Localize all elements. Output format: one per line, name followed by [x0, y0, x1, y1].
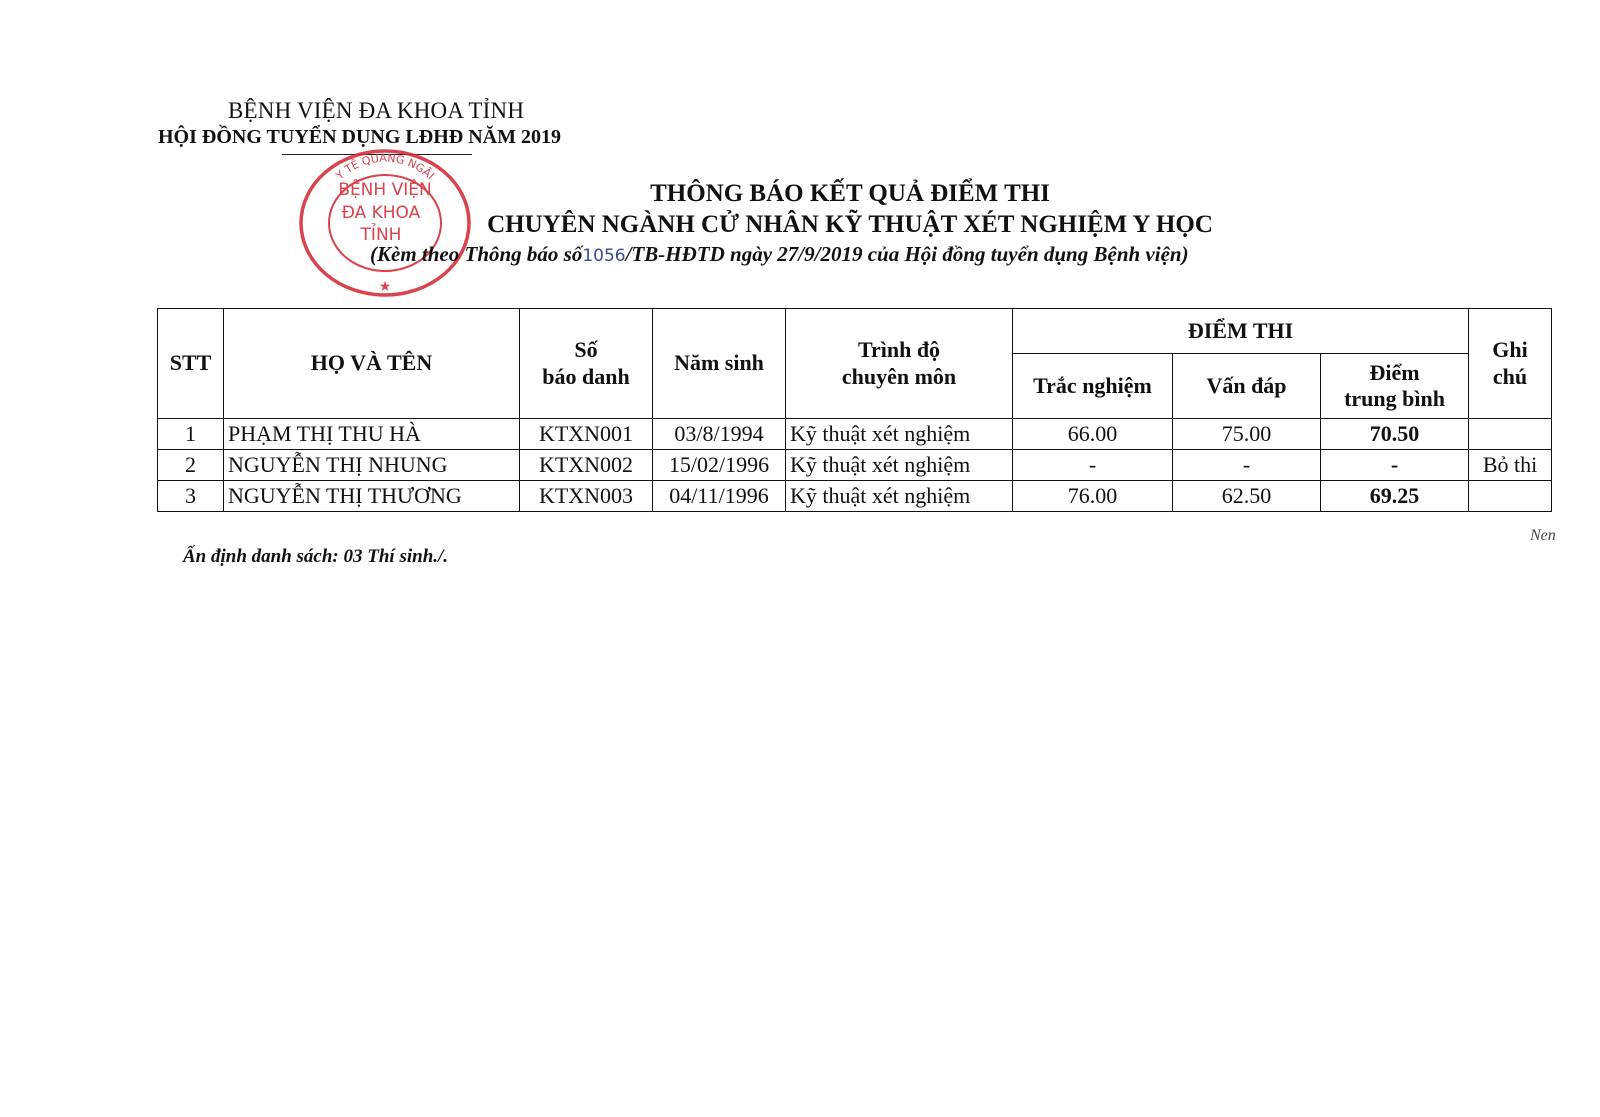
- cell-level: Kỹ thuật xét nghiệm: [786, 419, 1013, 450]
- cell-mcq: -: [1013, 450, 1173, 481]
- cell-oral: -: [1173, 450, 1321, 481]
- avg-header-line2: trung bình: [1344, 386, 1445, 411]
- cell-level: Kỹ thuật xét nghiệm: [786, 450, 1013, 481]
- stamp-star-icon: ★: [378, 280, 392, 295]
- cell-average: 70.50: [1321, 419, 1469, 450]
- col-header-stt: STT: [158, 309, 224, 419]
- stamp-line-1: BỆNH VIỆN: [338, 180, 432, 200]
- svg-text:Y TẾ QUẢNG NGÃI: [333, 151, 437, 183]
- cell-sbd: KTXN001: [520, 419, 653, 450]
- table-row: [158, 481, 1552, 512]
- table-row: [158, 450, 1552, 481]
- table-row: [158, 419, 1552, 450]
- council-name: HỘI ĐỒNG TUYỂN DỤNG LĐHĐ NĂM 2019: [158, 126, 561, 148]
- cell-level: Kỹ thuật xét nghiệm: [786, 481, 1013, 512]
- handwritten-initials: Nen: [1530, 527, 1556, 544]
- notice-major: CHUYÊN NGÀNH CỬ NHÂN KỸ THUẬT XÉT NGHIỆM Y HỌC: [487, 211, 1213, 238]
- reference-prefix: (Kèm theo Thông báo số: [370, 242, 583, 266]
- stamp-line-2: ĐA KHOA: [341, 203, 421, 223]
- cell-name: PHẠM THỊ THU HÀ: [224, 419, 520, 450]
- col-header-average: [1321, 354, 1469, 419]
- cell-dob: 03/8/1994: [653, 419, 786, 450]
- level-header-line1: Trình độ: [857, 337, 941, 363]
- sbd-header-line2: báo danh: [542, 363, 630, 389]
- stamp-line-3: TỈNH: [360, 225, 402, 245]
- col-header-oral: Vấn đáp: [1173, 354, 1321, 419]
- org-name: BỆNH VIỆN ĐA KHOA TỈNH: [228, 98, 525, 123]
- reference-suffix: /TB-HĐTD ngày 27/9/2019 của Hội đồng tuyển dụng Bệnh viện): [625, 242, 1189, 266]
- cell-sbd: KTXN002: [520, 450, 653, 481]
- col-header-dob: Năm sinh: [653, 309, 786, 419]
- col-header-name: HỌ VÀ TÊN: [224, 309, 520, 419]
- cell-dob: 04/11/1996: [653, 481, 786, 512]
- col-header-sbd: [520, 309, 653, 419]
- cell-stt: 3: [158, 481, 224, 512]
- col-header-score-group: ĐIỂM THI: [1013, 309, 1469, 354]
- notice-reference: [370, 242, 1189, 267]
- note-header-line2: chú: [1492, 363, 1528, 389]
- results-table: [157, 308, 1552, 512]
- note-header-line1: Ghi: [1492, 337, 1528, 363]
- cell-sbd: KTXN003: [520, 481, 653, 512]
- col-header-note: [1469, 309, 1552, 419]
- col-header-mcq: Trắc nghiệm: [1013, 354, 1173, 419]
- cell-oral: 62.50: [1173, 481, 1321, 512]
- candidate-count-note: Ấn định danh sách: 03 Thí sinh./.: [183, 546, 449, 567]
- cell-dob: 15/02/1996: [653, 450, 786, 481]
- handwritten-number: 1056: [582, 246, 626, 266]
- level-header-line2: chuyên môn: [841, 363, 957, 389]
- avg-header-line1: Điểm: [1369, 359, 1420, 385]
- col-header-level: [786, 309, 1013, 419]
- cell-stt: 1: [158, 419, 224, 450]
- sbd-header-line1: Số: [574, 337, 598, 363]
- cell-mcq: 66.00: [1013, 419, 1173, 450]
- cell-note: [1469, 481, 1552, 512]
- cell-note: Bỏ thi: [1469, 450, 1552, 481]
- cell-mcq: 76.00: [1013, 481, 1173, 512]
- stamp-ring-text: Y TẾ QUẢNG NGÃI: [333, 151, 437, 183]
- cell-average: -: [1321, 450, 1469, 481]
- cell-note: [1469, 419, 1552, 450]
- cell-name: NGUYỄN THỊ THƯƠNG: [224, 481, 520, 512]
- cell-average: 69.25: [1321, 481, 1469, 512]
- cell-stt: 2: [158, 450, 224, 481]
- cell-name: NGUYỄN THỊ NHUNG: [224, 450, 520, 481]
- notice-title: THÔNG BÁO KẾT QUẢ ĐIỂM THI: [650, 180, 1050, 207]
- cell-oral: 75.00: [1173, 419, 1321, 450]
